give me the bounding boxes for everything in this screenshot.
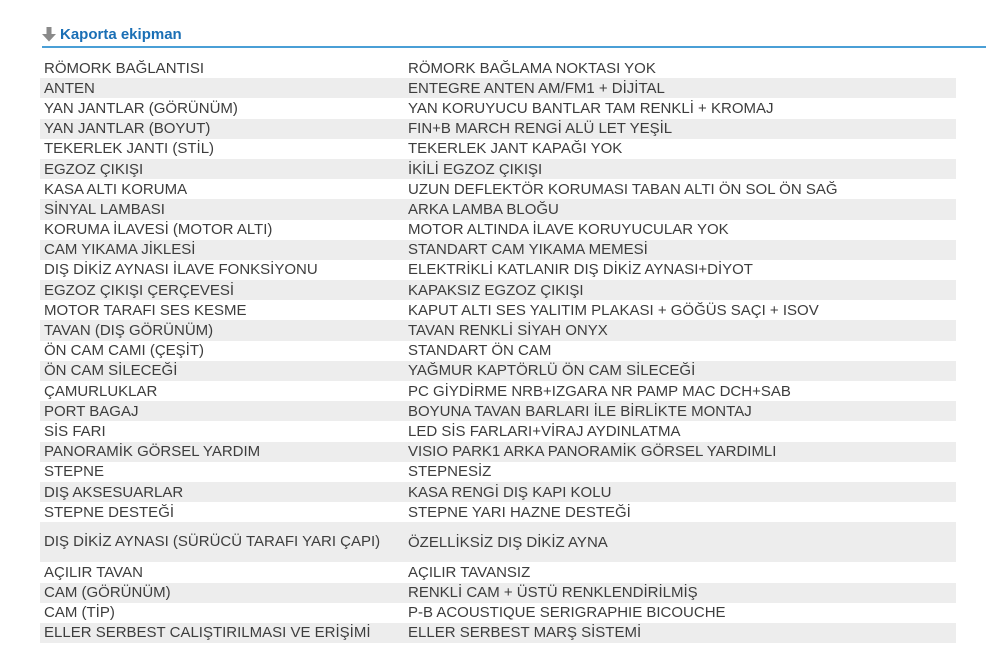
spec-value: PC GİYDİRME NRB+IZGARA NR PAMP MAC DCH+SAB [404, 381, 956, 401]
spec-name: CAM (TİP) [40, 603, 404, 623]
spec-value: KAPUT ALTI SES YALITIM PLAKASI + GÖĞÜS SAÇI + ISOV [404, 300, 956, 320]
spec-value: AÇILIR TAVANSIZ [404, 562, 956, 582]
spec-value: YAN KORUYUCU BANTLAR TAM RENKLİ + KROMAJ [404, 98, 956, 118]
spec-value: TAVAN RENKLİ SİYAH ONYX [404, 320, 956, 340]
spec-value: ELLER SERBEST MARŞ SİSTEMİ [404, 623, 956, 643]
section-title[interactable]: Kaporta ekipman [60, 25, 182, 43]
spec-value: RENKLİ CAM + ÜSTÜ RENKLENDİRİLMİŞ [404, 583, 956, 603]
table-row [40, 583, 956, 603]
spec-value: FIN+B MARCH RENGİ ALÜ LET YEŞİL [404, 119, 956, 139]
spec-name: PORT BAGAJ [40, 401, 404, 421]
table-row [40, 98, 956, 118]
table-row [40, 220, 956, 240]
spec-name: SİNYAL LAMBASI [40, 199, 404, 219]
spec-name: ÖN CAM SİLECEĞİ [40, 361, 404, 381]
table-row [40, 240, 956, 260]
previous-row-clipped [40, 0, 940, 5]
spec-name: PANORAMİK GÖRSEL YARDIM [40, 442, 404, 462]
spec-name: KORUMA İLAVESİ (MOTOR ALTI) [40, 220, 404, 240]
spec-name: SİS FARI [40, 421, 404, 441]
table-row [40, 421, 956, 441]
table-row [40, 119, 956, 139]
table-row [40, 482, 956, 502]
section-header[interactable] [42, 24, 986, 48]
table-row [40, 341, 956, 361]
spec-value: YAĞMUR KAPTÖRLÜ ÖN CAM SİLECEĞİ [404, 361, 956, 381]
spec-name: YAN JANTLAR (GÖRÜNÜM) [40, 98, 404, 118]
table-row [40, 199, 956, 219]
spec-name: ELLER SERBEST CALIŞTIRILMASI VE ERİŞİMİ [40, 623, 404, 643]
spec-value: LED SİS FARLARI+VİRAJ AYDINLATMA [404, 421, 956, 441]
spec-value: STEPNESİZ [404, 462, 956, 482]
spec-name: AÇILIR TAVAN [40, 562, 404, 582]
spec-value: STANDART CAM YIKAMA MEMESİ [404, 240, 956, 260]
table-row [40, 58, 956, 78]
spec-name: KASA ALTI KORUMA [40, 179, 404, 199]
spec-name: TAVAN (DIŞ GÖRÜNÜM) [40, 320, 404, 340]
table-row [40, 139, 956, 159]
spec-name: EGZOZ ÇIKIŞI [40, 159, 404, 179]
table-row [40, 260, 956, 280]
spec-value: İKİLİ EGZOZ ÇIKIŞI [404, 159, 956, 179]
spec-value: VISIO PARK1 ARKA PANORAMİK GÖRSEL YARDIMLI [404, 442, 956, 462]
table-row [40, 462, 956, 482]
table-row [40, 623, 956, 643]
spec-name: DIŞ DİKİZ AYNASI İLAVE FONKSİYONU [40, 260, 404, 280]
spec-value: TEKERLEK JANT KAPAĞI YOK [404, 139, 956, 159]
spec-name: MOTOR TARAFI SES KESME [40, 300, 404, 320]
spec-name: EGZOZ ÇIKIŞI ÇERÇEVESİ [40, 280, 404, 300]
table-row [40, 320, 956, 340]
spec-value: UZUN DEFLEKTÖR KORUMASI TABAN ALTI ÖN SOL ÖN SAĞ [404, 179, 956, 199]
spec-name: RÖMORK BAĞLANTISI [40, 58, 404, 78]
spec-value: KAPAKSIZ EGZOZ ÇIKIŞI [404, 280, 956, 300]
down-arrow-icon [42, 26, 56, 42]
table-row [40, 78, 956, 98]
spec-value: ÖZELLİKSİZ DIŞ DİKİZ AYNA [404, 522, 956, 562]
table-row [40, 603, 956, 623]
spec-value: STANDART ÖN CAM [404, 341, 956, 361]
spec-value: ARKA LAMBA BLOĞU [404, 199, 956, 219]
equipment-table [40, 58, 956, 643]
spec-name: STEPNE DESTEĞİ [40, 502, 404, 522]
table-row [40, 442, 956, 462]
spec-value: ELEKTRİKLİ KATLANIR DIŞ DİKİZ AYNASI+DİYOT [404, 260, 956, 280]
spec-name: ANTEN [40, 78, 404, 98]
spec-value: RÖMORK BAĞLAMA NOKTASI YOK [404, 58, 956, 78]
table-row [40, 159, 956, 179]
spec-name: DIŞ DİKİZ AYNASI (SÜRÜCÜ TARAFI YARI ÇAPI) [40, 522, 404, 562]
spec-name: CAM YIKAMA JİKLESİ [40, 240, 404, 260]
spec-value: STEPNE YARI HAZNE DESTEĞİ [404, 502, 956, 522]
spec-value: P-B ACOUSTIQUE SERIGRAPHIE BICOUCHE [404, 603, 956, 623]
table-row [40, 502, 956, 522]
table-row [40, 522, 956, 562]
spec-name: DIŞ AKSESUARLAR [40, 482, 404, 502]
table-row [40, 562, 956, 582]
spec-value: KASA RENGİ DIŞ KAPI KOLU [404, 482, 956, 502]
spec-name: ÖN CAM CAMI (ÇEŞİT) [40, 341, 404, 361]
spec-value: MOTOR ALTINDA İLAVE KORUYUCULAR YOK [404, 220, 956, 240]
table-row [40, 361, 956, 381]
spec-name: YAN JANTLAR (BOYUT) [40, 119, 404, 139]
table-row [40, 401, 956, 421]
table-row [40, 280, 956, 300]
spec-value: ENTEGRE ANTEN AM/FM1 + DİJİTAL [404, 78, 956, 98]
spec-value: BOYUNA TAVAN BARLARI İLE BİRLİKTE MONTAJ [404, 401, 956, 421]
table-row [40, 381, 956, 401]
spec-name: CAM (GÖRÜNÜM) [40, 583, 404, 603]
spec-name: STEPNE [40, 462, 404, 482]
table-row [40, 179, 956, 199]
table-row [40, 300, 956, 320]
spec-name: ÇAMURLUKLAR [40, 381, 404, 401]
spec-name: TEKERLEK JANTI (STİL) [40, 139, 404, 159]
